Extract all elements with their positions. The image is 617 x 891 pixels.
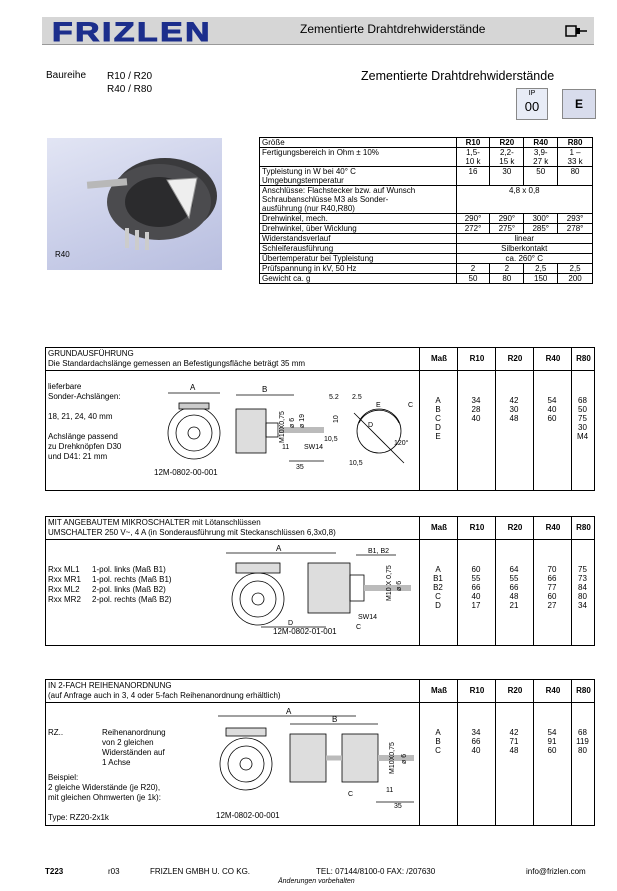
- dim-m10: M10X0,75: [279, 411, 286, 443]
- section-series-title: IN 2-FACH REIHENANORDNUNG: [48, 681, 172, 690]
- spec-value: 200: [558, 274, 593, 284]
- series-type: RZ..: [48, 728, 64, 737]
- spec-value: 50: [456, 274, 490, 284]
- drawing-code: 12M-0802-00-001: [216, 811, 280, 820]
- spec-header-row: [260, 138, 593, 148]
- spec-value: R40: [524, 138, 558, 148]
- spec-value: R20: [490, 138, 524, 148]
- spec-label: Fertigungsbereich in Ohm ± 10%: [260, 148, 457, 167]
- spec-value: R80: [558, 138, 593, 148]
- dim-105a: 10,5: [324, 436, 338, 443]
- spec-value: ca. 260° C: [456, 254, 592, 264]
- spec-value: 278°: [558, 224, 593, 234]
- spec-value: 3,9- 27 k: [524, 148, 558, 167]
- section-basic-subtitle: Die Standardachslänge gemessen an Befestigungsfläche beträgt 35 mm: [48, 359, 306, 368]
- spec-value: 30: [490, 167, 524, 186]
- section-switch-subtitle: UMSCHALTER 250 V~, 4 A (in Sonderausführung mit Steckanschlüssen 6,3x0,8): [48, 528, 336, 537]
- spec-value: 80: [558, 167, 593, 186]
- spec-label: Prüfspannung in kV, 50 Hz: [260, 264, 457, 274]
- variant-code: Rxx ML1: [48, 565, 80, 574]
- col-r10: R10: [457, 680, 496, 702]
- dim-a: A: [286, 707, 292, 716]
- spec-value: 2: [456, 264, 490, 274]
- col-r40: R40: [533, 517, 572, 539]
- header-title: Zementierte Drahtdrehwiderstände: [300, 22, 486, 36]
- variant-code: Rxx MR1: [48, 575, 81, 584]
- section-switch-header: [46, 517, 594, 540]
- spec-value: 293°: [558, 214, 593, 224]
- spec-value: 2,2- 15 k: [490, 148, 524, 167]
- series-line1: R10 / R20: [107, 71, 153, 82]
- photo-caption: R40: [55, 250, 70, 259]
- dim-b: B: [332, 715, 338, 724]
- ip-label: IP: [528, 90, 536, 97]
- basic-drawing: [154, 373, 416, 473]
- footer-phone: TEL: 07144/8100-0 FAX: /207630: [316, 867, 436, 876]
- spec-value: 80: [490, 274, 524, 284]
- dim-35: 35: [394, 803, 402, 809]
- drawing-code: 12M-0802-00-001: [154, 468, 218, 477]
- spec-value: 285°: [524, 224, 558, 234]
- series-desc: Reihenanordnung von 2 gleichen Widerständen auf 1 Achse: [102, 728, 166, 767]
- r80-values: 68 119 80: [576, 728, 589, 755]
- spec-value: 4,8 x 0,8: [456, 186, 592, 214]
- spec-value: 2,5: [524, 264, 558, 274]
- ip-value: 00: [524, 99, 540, 114]
- spec-value: 2: [490, 264, 524, 274]
- dim-e: E: [376, 402, 381, 409]
- dim-c: C: [348, 791, 354, 798]
- spec-value: Silberkontakt: [456, 244, 592, 254]
- dim-11: 11: [386, 787, 394, 794]
- variant-desc: 1-pol. links (Maß B1): [92, 565, 166, 574]
- spec-label: Schleiferausführung: [260, 244, 457, 254]
- col-r80: R80: [571, 680, 595, 702]
- section-basic-text: lieferbare Sonder-Achslängen: 18, 21, 24, 40 mm Achslänge passend zu Drehknöpfen D30 und D41: 21 mm: [48, 382, 122, 461]
- r20-values: 64 55 66 48 21: [509, 565, 519, 610]
- dim-105b: 10,5: [349, 460, 363, 467]
- dim-d19: ø 19: [299, 413, 306, 428]
- spec-value: 1,5- 10 k: [456, 148, 490, 167]
- dim-a: A: [190, 383, 196, 392]
- footer-company: FRIZLEN GMBH U. CO KG.: [150, 867, 251, 876]
- product-photo: [47, 138, 222, 270]
- dim-b: B1, B2: [368, 548, 390, 555]
- spec-row: [260, 186, 593, 214]
- series-drawing: [206, 704, 416, 809]
- dim-d: D: [368, 422, 374, 429]
- spec-table: [259, 137, 593, 284]
- dim-b: B: [262, 385, 268, 394]
- section-basic-title: GRUNDAUSFÜHRUNG: [48, 349, 134, 358]
- dim-m10: M10 X 0,75: [386, 565, 393, 601]
- spec-value: 2,5: [558, 264, 593, 274]
- switch-variants: [48, 565, 172, 605]
- section-basic-header: [46, 348, 594, 371]
- dim-c: C: [408, 402, 414, 409]
- dim-25: 2.5: [352, 394, 362, 401]
- series-heading: Zementierte Drahtdrehwiderstände: [361, 69, 555, 83]
- dim-d6: ø 6: [401, 753, 408, 764]
- series-label: Baureihe: [46, 70, 87, 81]
- spec-label: Drehwinkel, über Wicklung: [260, 224, 457, 234]
- dim-sw14: SW14: [304, 444, 324, 451]
- spec-row: [260, 148, 593, 167]
- spec-value: 150: [524, 274, 558, 284]
- col-r80: R80: [571, 517, 595, 539]
- switch-drawing: [206, 541, 416, 631]
- spec-value: 290°: [456, 214, 490, 224]
- variant-code: Rxx MR2: [48, 595, 81, 604]
- drawing-code: 12M-0802-01-001: [273, 627, 337, 636]
- r40-values: 70 66 77 60 27: [547, 565, 557, 610]
- section-series-header: [46, 680, 594, 703]
- r20-values: 42 71 48: [509, 728, 519, 755]
- variant-desc: 2-pol. rechts (Maß B2): [92, 595, 172, 604]
- section-switch: [45, 516, 595, 646]
- spec-row: [260, 214, 593, 224]
- section-basic: [45, 347, 595, 491]
- r10-values: 34 66 40: [471, 728, 481, 755]
- spec-row: [260, 167, 593, 186]
- spec-label: Anschlüsse: Flachstecker bzw. auf Wunsch Schraubanschlüsse M3 als Sonder- ausführung (nur R40,R80): [260, 186, 457, 214]
- spec-label: Widerstandsverlauf: [260, 234, 457, 244]
- section-series: [45, 679, 595, 826]
- spec-value: 290°: [490, 214, 524, 224]
- r10-values: 60 55 66 40 17: [471, 565, 481, 610]
- col-mass: Maß: [419, 517, 458, 539]
- r80-values: 75 73 84 80 34: [578, 565, 587, 610]
- dim-c: C: [356, 624, 362, 631]
- dim-11: 11: [282, 444, 290, 451]
- r80-values: 68 50 75 30 M4: [576, 396, 589, 441]
- r40-values: 54 91 60: [547, 728, 557, 755]
- spec-row: [260, 224, 593, 234]
- r40-values: 54 40 60: [547, 396, 557, 423]
- dim-sw14: SW14: [358, 614, 378, 621]
- dim-m10: M10X0,75: [389, 742, 396, 774]
- spec-label: Drehwinkel, mech.: [260, 214, 457, 224]
- footer-note: Änderungen vorbehalten: [278, 878, 355, 885]
- spec-label: Typleistung in W bei 40° C Umgebungstemperatur: [260, 167, 457, 186]
- mass-labels: A B C D E: [435, 396, 441, 441]
- spec-row: [260, 244, 593, 254]
- dim-120: 120°: [394, 440, 409, 447]
- dim-52: 5.2: [329, 394, 339, 401]
- col-r40: R40: [533, 680, 572, 702]
- resistor-image: [47, 138, 222, 270]
- series-line2: R40 / R80: [107, 84, 153, 95]
- spec-row: [260, 274, 593, 284]
- col-mass: Maß: [419, 348, 458, 370]
- plug-icon: [564, 22, 588, 40]
- col-r80: R80: [571, 348, 595, 370]
- col-r10: R10: [457, 348, 496, 370]
- col-r20: R20: [495, 517, 534, 539]
- dim-d6: ø 6: [396, 580, 403, 591]
- section-switch-title: MIT ANGEBAUTEM MIKROSCHALTER mit Lötanschlüssen: [48, 518, 261, 527]
- spec-value: 50: [524, 167, 558, 186]
- spec-label: Gewicht ca. g: [260, 274, 457, 284]
- spec-row: [260, 234, 593, 244]
- variant-desc: 1-pol. rechts (Maß B1): [92, 575, 172, 584]
- dim-a: A: [276, 544, 282, 553]
- brand-logo: FRIZLEN: [52, 17, 212, 47]
- series-example: Beispiel: 2 gleiche Widerstände (je R20), mit gleichen Ohmwerten (je 1k): Type: RZ20-2x1k: [48, 773, 161, 822]
- col-r20: R20: [495, 680, 534, 702]
- spec-value: 275°: [490, 224, 524, 234]
- spec-row: [260, 264, 593, 274]
- section-series-subtitle: (auf Anfrage auch in 3, 4 oder 5-fach Reihenanordnung erhältlich): [48, 691, 281, 700]
- spec-value: linear: [456, 234, 592, 244]
- r10-values: 34 28 40: [471, 396, 481, 423]
- footer-email[interactable]: info@frizlen.com: [526, 867, 586, 876]
- e-mark-box: E: [562, 89, 596, 119]
- spec-value: R10: [456, 138, 490, 148]
- r20-values: 42 30 48: [509, 396, 519, 423]
- variant-desc: 2-pol. links (Maß B2): [92, 585, 166, 594]
- spec-value: 300°: [524, 214, 558, 224]
- spec-label: Größe: [260, 138, 457, 148]
- footer-rev: r03: [108, 867, 120, 876]
- variant-code: Rxx ML2: [48, 585, 80, 594]
- spec-row: [260, 254, 593, 264]
- col-r10: R10: [457, 517, 496, 539]
- spec-value: 272°: [456, 224, 490, 234]
- mass-labels: A B1 B2 C D: [433, 565, 443, 610]
- footer-code: T223: [45, 867, 64, 876]
- dim-10: 10: [333, 415, 340, 423]
- mass-labels: A B C: [435, 728, 441, 755]
- spec-value: 16: [456, 167, 490, 186]
- ip-rating-box: [516, 88, 548, 120]
- dim-d6: ø 6: [289, 417, 296, 428]
- col-r40: R40: [533, 348, 572, 370]
- col-mass: Maß: [419, 680, 458, 702]
- spec-label: Übertemperatur bei Typleistung: [260, 254, 457, 264]
- dim-35: 35: [296, 464, 304, 471]
- dim-d: D: [288, 620, 294, 627]
- col-r20: R20: [495, 348, 534, 370]
- spec-value: 1 – 33 k: [558, 148, 593, 167]
